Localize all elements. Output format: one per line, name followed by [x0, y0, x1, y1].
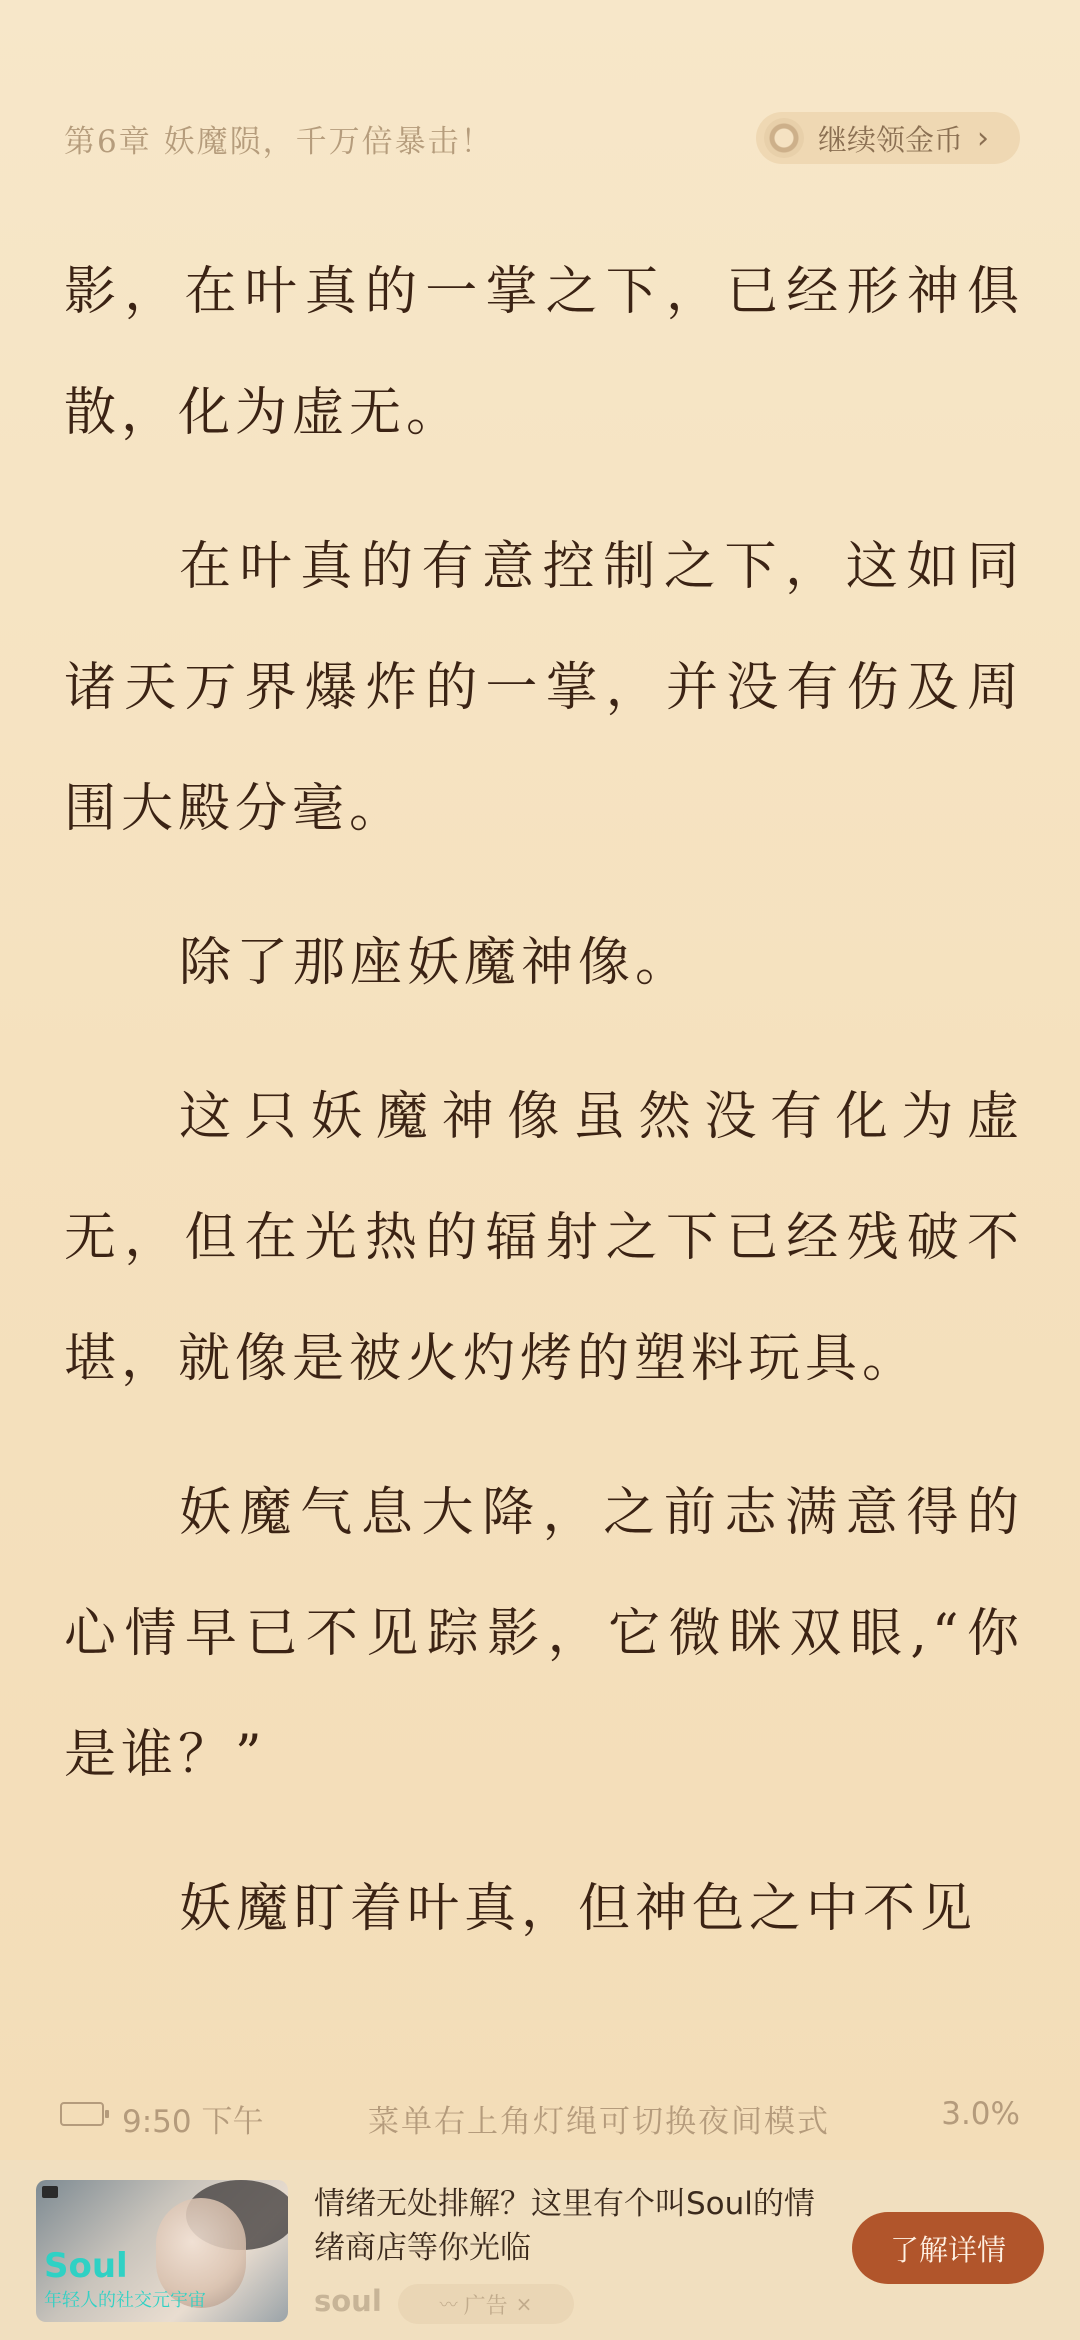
ad-source: soul — [314, 2284, 382, 2318]
continue-coins-label: 继续领金币 — [818, 122, 964, 157]
video-corner-icon — [42, 2186, 58, 2198]
reader-status-bar — [0, 2088, 1080, 2144]
coin-progress-icon — [764, 118, 804, 158]
chapter-text — [64, 232, 1024, 2003]
ad-thumbnail[interactable] — [36, 2180, 288, 2322]
paragraph: 妖魔盯着叶真，但神色之中不见 — [179, 1879, 978, 1939]
ad-thumbnail-brand: Soul — [44, 2246, 128, 2286]
chevron-right-icon: › — [977, 120, 990, 156]
ad-label-tag[interactable] — [398, 2284, 574, 2324]
paragraph: 影，在叶真的一掌之下，已经形神俱散，化为虚无。 — [64, 262, 1024, 443]
paragraph: 这只妖魔神像虽然没有化为虚无，但在光热的辐射之下已经残破不堪，就像是被火灼烤的塑料玩具。 — [64, 1087, 1024, 1389]
ad-label: 广告 — [463, 2293, 508, 2319]
night-mode-tip: 菜单右上角灯绳可切换夜间模式 — [368, 2104, 830, 2140]
battery-icon — [60, 2102, 104, 2126]
reading-progress: 3.0% — [941, 2096, 1020, 2132]
clock-time: 9:50 下午 — [122, 2104, 264, 2140]
paragraph: 除了那座妖魔神像。 — [179, 933, 693, 993]
paragraph: 妖魔气息大降，之前志满意得的心情早已不见踪影，它微眯双眼,“你是谁？” — [64, 1483, 1024, 1785]
ad-thumbnail-tagline: 年轻人的社交元宇宙 — [44, 2290, 206, 2311]
chapter-title: 第6章 妖魔陨，千万倍暴击！ — [64, 124, 494, 160]
close-icon[interactable]: × — [515, 2292, 533, 2316]
ad-description[interactable]: 情绪无处排解？这里有个叫Soul的情绪商店等你光临 — [314, 2186, 815, 2266]
continue-coins-button[interactable] — [756, 112, 1020, 164]
paragraph: 在叶真的有意控制之下，这如同诸天万界爆炸的一掌，并没有伤及周围大殿分毫。 — [64, 537, 1024, 839]
learn-more-button[interactable]: 了解详情 — [852, 2212, 1044, 2284]
ad-banner[interactable] — [0, 2160, 1080, 2340]
wave-icon: 〰 — [439, 2295, 458, 2316]
